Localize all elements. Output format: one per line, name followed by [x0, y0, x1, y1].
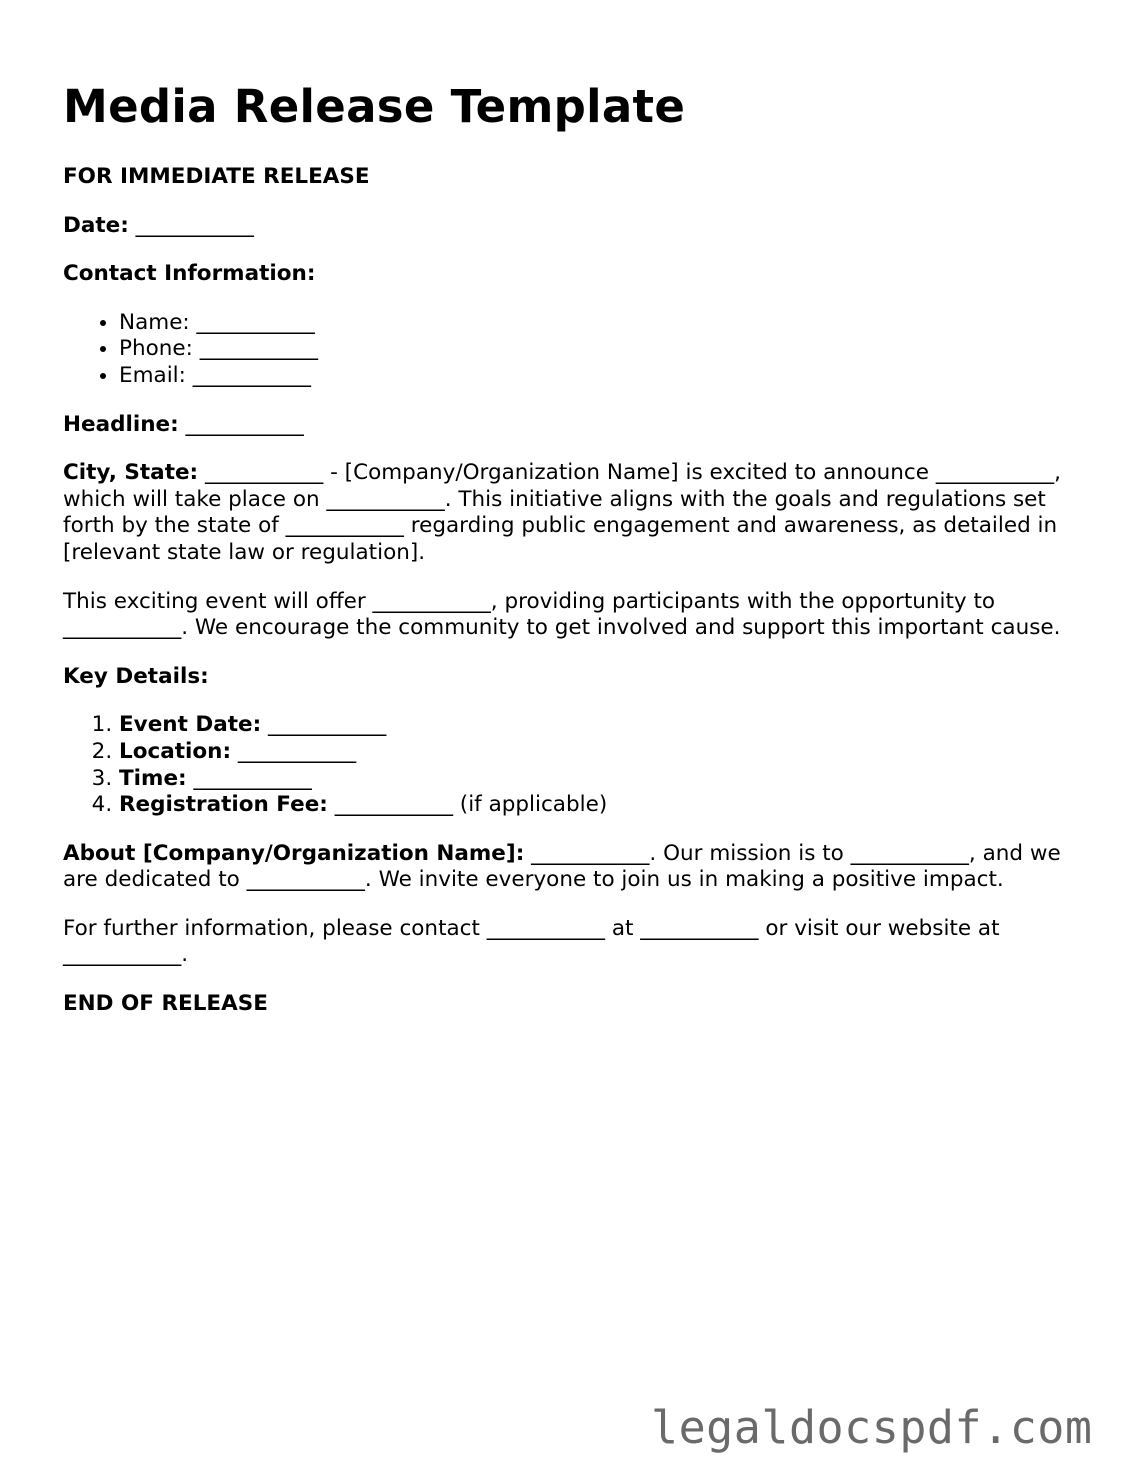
date-label: Date:	[63, 212, 129, 238]
list-item: • Name: ___________	[119, 310, 1093, 337]
date-line	[63, 213, 1093, 240]
about-paragraph: About [Company/Organization Name]: ___________. Our mission is to ___________, and we are dedicated to ___________. We invite everyone to join us in making a positive impact.	[63, 840, 1061, 893]
list-item: 4. Registration Fee: ___________ (if applicable)	[119, 792, 1093, 819]
end-of-release: END OF RELEASE	[63, 991, 268, 1017]
contact-heading: Contact Information:	[63, 261, 316, 287]
key-details-list	[63, 712, 1093, 818]
list-item: 2. Location: ___________	[119, 739, 1093, 766]
list-item: • Phone: ___________	[119, 336, 1093, 363]
event-paragraph: This exciting event will offer ___________, providing participants with the opportunity to ___________. We encourage the community to get involved and support this important cause.	[63, 588, 1061, 641]
list-item: 1. Event Date: ___________	[119, 712, 1093, 739]
page-title: Media Release Template	[63, 80, 686, 133]
headline-line: Headline: ___________	[63, 411, 304, 437]
document-page	[63, 78, 1093, 1040]
release-label: FOR IMMEDIATE RELEASE	[63, 164, 370, 189]
contact-list	[63, 310, 1093, 390]
list-item: 3. Time: ___________	[119, 766, 1093, 793]
date-blank: ___________	[135, 212, 254, 238]
city-state-paragraph: City, State: ___________ - [Company/Organization Name] is excited to announce ___________, which will take place on ___________. This initiative aligns with the goals and regulations set forth by the state of ___________ regarding public engagement and awareness, as detailed in [relevant state law or regulation].	[63, 460, 1061, 565]
list-item: • Email: ___________	[119, 363, 1093, 390]
watermark: legaldocspdf.com	[651, 1401, 1093, 1454]
further-info-paragraph: For further information, please contact ___________ at ___________ or visit our website at ___________.	[63, 915, 1000, 968]
headline-label: Headline:	[63, 411, 179, 437]
key-details-heading: Key Details:	[63, 663, 209, 689]
